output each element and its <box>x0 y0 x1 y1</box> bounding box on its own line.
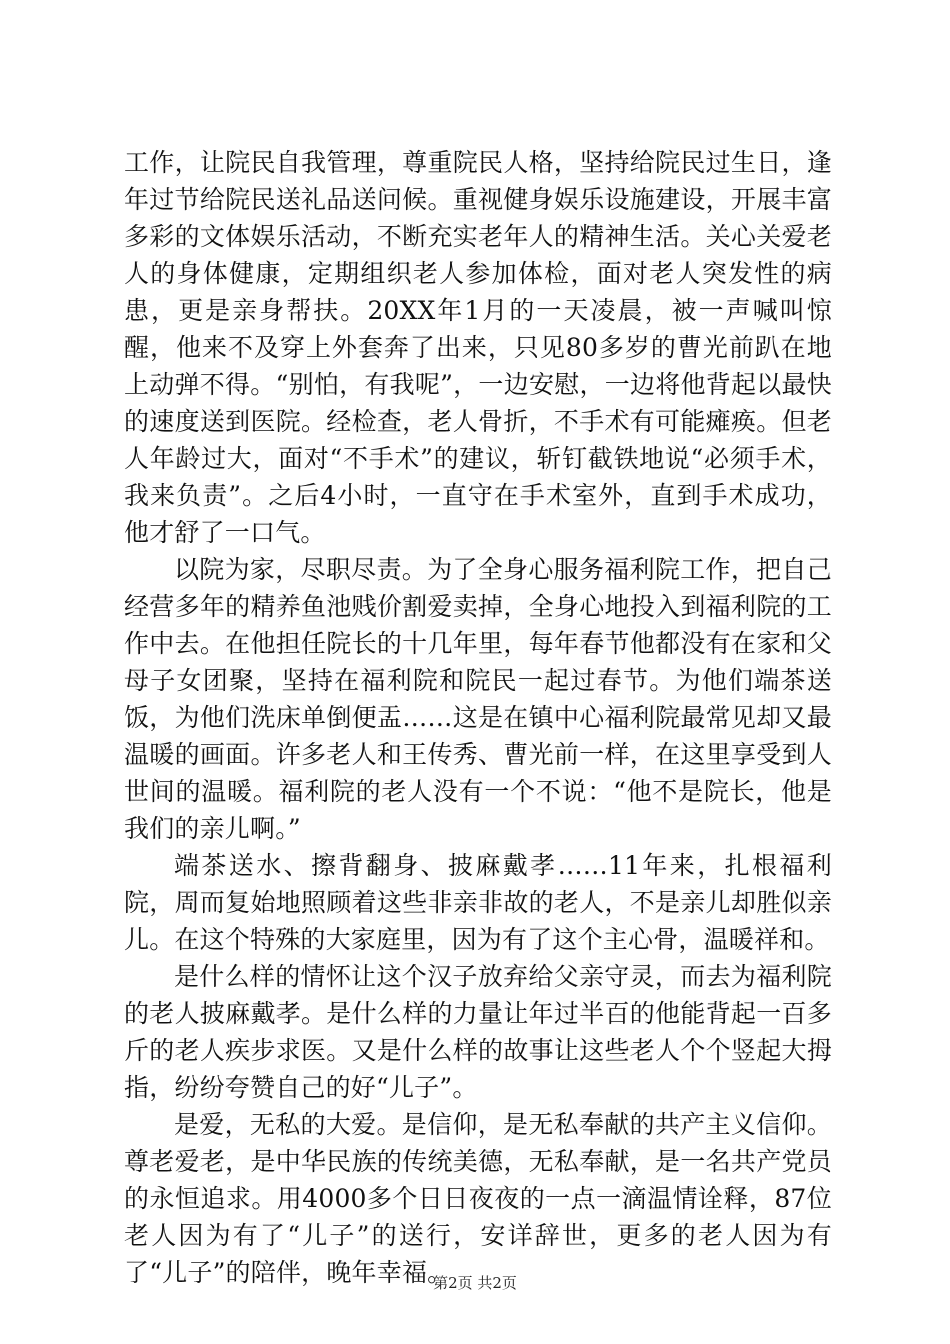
page-number-label: 第2页 共2页 <box>433 1274 517 1292</box>
paragraph-3: 端茶送水、擦背翻身、披麻戴孝……11年来，扎根福利院，周而复始地照顾着这些非亲非故的老人，不是亲儿却胜似亲儿。在这个特殊的大家庭里，因为有了这个主心骨，温暖祥和。 <box>124 851 832 954</box>
document-body <box>124 144 832 1291</box>
paragraph-5: 是爱，无私的大爱。是信仰，是无私奉献的共产主义信仰。尊老爱老，是中华民族的传统美德，无私奉献，是一名共产党员的永恒追求。用4000多个日日夜夜的一点一滴温情诠释，87位老人因为有了“儿子”的送行，安详辞世，更多的老人因为有了“儿子”的陪伴，晚年幸福。 <box>124 1110 832 1287</box>
paragraph-4: 是什么样的情怀让这个汉子放弃给父亲守灵，而去为福利院的老人披麻戴孝。是什么样的力量让年过半百的他能背起一百多斤的老人疾步求医。又是什么样的故事让这些老人个个竖起大拇指，纷纷夸赞自己的好“儿子”。 <box>124 962 832 1102</box>
page-footer <box>0 1272 950 1293</box>
paragraph-1: 工作，让院民自我管理，尊重院民人格，坚持给院民过生日，逢年过节给院民送礼品送问候。重视健身娱乐设施建设，开展丰富多彩的文体娱乐活动，不断充实老年人的精神生活。关心关爱老人的身体健康，定期组织老人参加体检，面对老人突发性的病患，更是亲身帮扶。20XX年1月的一天凌晨，被一声喊叫惊醒，他来不及穿上外套奔了出来，只见80多岁的曹光前趴在地上动弹不得。“别怕，有我呢”，一边安慰，一边将他背起以最快的速度送到医院。经检查，老人骨折，不手术有可能瘫痪。但老人年龄过大，面对“不手术”的建议，斩钉截铁地说“必须手术，我来负责”。之后4小时，一直守在手术室外，直到手术成功，他才舒了一口气。 <box>124 148 832 547</box>
paragraph-2: 以院为家，尽职尽责。为了全身心服务福利院工作，把自己经营多年的精养鱼池贱价割爱卖掉，全身心地投入到福利院的工作中去。在他担任院长的十几年里，每年春节他都没有在家和父母子女团聚，坚持在福利院和院民一起过春节。为他们端茶送饭，为他们洗床单倒便盂……这是在镇中心福利院最常见却又最温暖的画面。许多老人和王传秀、曹光前一样，在这里享受到人世间的温暖。福利院的老人没有一个不说：“他不是院长，他是我们的亲儿啊。” <box>124 555 832 843</box>
